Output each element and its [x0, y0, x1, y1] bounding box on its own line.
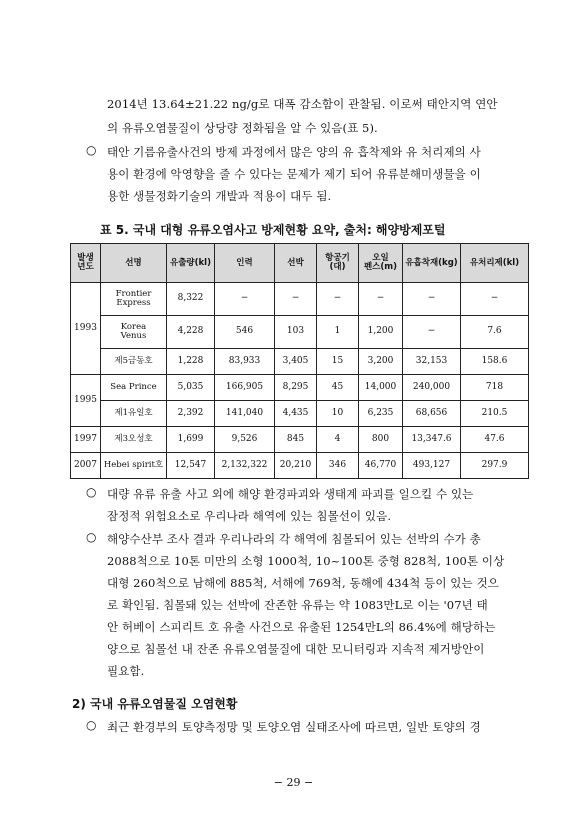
header-crew: 인력: [215, 244, 275, 283]
dispersant-cell: 718: [461, 375, 529, 401]
aircraft-cell: 15: [317, 349, 359, 375]
spill-cell: 5,035: [167, 375, 215, 401]
ship-cell: 제5금동호: [101, 349, 167, 375]
section-heading: 2) 국내 유류오염물질 오염현황: [72, 697, 238, 711]
fence-cell: 14,000: [359, 375, 403, 401]
dispersant-cell: 47.6: [461, 427, 529, 453]
dispersant-cell: 297.9: [461, 453, 529, 479]
vessels-cell: 103: [275, 316, 317, 349]
bullet-line: 안 허베이 스피리트 호 유출 사건으로 유출된 1254만L의 86.4%에 해당하는: [107, 620, 496, 634]
header-aircraft: 항공기(대): [317, 244, 359, 283]
aircraft-cell: 346: [317, 453, 359, 479]
ship-cell: Hebei spirit호: [101, 453, 167, 479]
fence-cell: 46,770: [359, 453, 403, 479]
bullet-line: 해양수산부 조사 결과 우리나라의 각 해역에 침몰되어 있는 선박의 수가 총: [107, 532, 481, 546]
bullet-marker: ○: [86, 143, 97, 157]
crew-cell: 546: [215, 316, 275, 349]
vessels-cell: −: [275, 283, 317, 316]
sorbent-cell: −: [403, 316, 461, 349]
bullet-line: 필요함.: [107, 664, 145, 678]
spill-cell: 1,228: [167, 349, 215, 375]
bullet-line: 대량 유류 유출 사고 외에 해양 환경파괴와 생태계 파괴를 일으킬 수 있는: [107, 487, 474, 501]
table-row: [71, 316, 529, 349]
table-row: [71, 401, 529, 427]
table-row: [71, 453, 529, 479]
crew-cell: 83,933: [215, 349, 275, 375]
page-number: − 29 −: [273, 776, 314, 789]
spill-cell: 8,322: [167, 283, 215, 316]
header-dispersant: 유처리제(kl): [461, 244, 529, 283]
year-cell: 1993: [71, 283, 101, 375]
spill-response-table: [70, 243, 529, 479]
spill-cell: 2,392: [167, 401, 215, 427]
table-caption: 표 5. 국내 대형 유류오염사고 방제현황 요약, 출처: 해양방제포털: [100, 223, 446, 237]
year-cell: 1997: [71, 427, 101, 453]
spill-cell: 4,228: [167, 316, 215, 349]
bullet-line: 대형 260척으로 남해에 885척, 서해에 769척, 동해에 434척 등이 있는 것으: [107, 576, 499, 590]
fence-cell: 6,235: [359, 401, 403, 427]
dispersant-cell: −: [461, 283, 529, 316]
crew-cell: 9,526: [215, 427, 275, 453]
bullet-line: 양으로 침몰선 내 잔존 유류오염물질에 대한 모니터링과 지속적 제거방안이: [107, 642, 485, 656]
bullet-line: 용이 환경에 악영향을 줄 수 있다는 문제가 제기 되어 유류분해미생물을 이: [107, 167, 481, 181]
ship-cell: Frontier Express: [101, 283, 167, 316]
aircraft-cell: 4: [317, 427, 359, 453]
table-row: [71, 349, 529, 375]
sorbent-cell: 13,347.6: [403, 427, 461, 453]
aircraft-cell: 10: [317, 401, 359, 427]
header-year: 발생 년도: [71, 244, 101, 283]
vessels-cell: 3,405: [275, 349, 317, 375]
ship-cell: Korea Venus: [101, 316, 167, 349]
header-fence: 오일 펜스(m): [359, 244, 403, 283]
aircraft-cell: 1: [317, 316, 359, 349]
year-cell: 2007: [71, 453, 101, 479]
crew-cell: −: [215, 283, 275, 316]
aircraft-cell: 45: [317, 375, 359, 401]
spill-cell: 1,699: [167, 427, 215, 453]
paragraph-line: 2014년 13.64±21.22 ng/g로 대폭 감소함이 관찰됨. 이로써 태안지역 연안: [107, 97, 498, 111]
bullet-line: 로 확인됨. 침몰돼 있는 선박에 잔존한 유류는 약 1083만L로 이는 '07년 태: [107, 598, 488, 612]
bullet-line: 용한 생물정화기술의 개발과 적용이 대두 됨.: [107, 189, 332, 203]
ship-cell: 제1유일호: [101, 401, 167, 427]
table-row: [71, 427, 529, 453]
vessels-cell: 845: [275, 427, 317, 453]
bullet-marker: ○: [86, 718, 97, 732]
table-row: [71, 375, 529, 401]
bullet-line: 2088척으로 10톤 미만의 소형 1000척, 10~100톤 중형 828척, 100톤 이상: [107, 554, 505, 568]
vessels-cell: 8,295: [275, 375, 317, 401]
header-ship: 선명: [101, 244, 167, 283]
spill-cell: 12,547: [167, 453, 215, 479]
sorbent-cell: 240,000: [403, 375, 461, 401]
fence-cell: 1,200: [359, 316, 403, 349]
vessels-cell: 4,435: [275, 401, 317, 427]
fence-cell: −: [359, 283, 403, 316]
year-cell: 1995: [71, 375, 101, 427]
bullet-line: 잠정적 위험요소로 우리나라 해역에 있는 침몰선이 있음.: [107, 509, 392, 523]
header-sorbent: 유흡착재(kg): [403, 244, 461, 283]
header-vessels: 선박: [275, 244, 317, 283]
crew-cell: 2,132,322: [215, 453, 275, 479]
bullet-marker: ○: [86, 530, 97, 544]
dispersant-cell: 210.5: [461, 401, 529, 427]
table-row: [71, 283, 529, 316]
bullet-marker: ○: [86, 485, 97, 499]
sorbent-cell: 493,127: [403, 453, 461, 479]
ship-cell: 제3오성호: [101, 427, 167, 453]
dispersant-cell: 7.6: [461, 316, 529, 349]
paragraph-line: 의 유류오염물질이 상당량 정화됨을 알 수 있음(표 5).: [107, 121, 378, 135]
dispersant-cell: 158.6: [461, 349, 529, 375]
aircraft-cell: −: [317, 283, 359, 316]
sorbent-cell: 68,656: [403, 401, 461, 427]
sorbent-cell: −: [403, 283, 461, 316]
table-header-row: [71, 244, 529, 283]
vessels-cell: 20,210: [275, 453, 317, 479]
crew-cell: 141,040: [215, 401, 275, 427]
sorbent-cell: 32,153: [403, 349, 461, 375]
header-spill: 유출량(kl): [167, 244, 215, 283]
bullet-line: 최근 환경부의 토양측정망 및 토양오염 실태조사에 따르면, 일반 토양의 경: [107, 720, 481, 734]
bullet-line: 태안 기름유출사건의 방제 과정에서 많은 양의 유 흡착제와 유 처리제의 사: [107, 145, 481, 159]
fence-cell: 3,200: [359, 349, 403, 375]
fence-cell: 800: [359, 427, 403, 453]
crew-cell: 166,905: [215, 375, 275, 401]
ship-cell: Sea Prince: [101, 375, 167, 401]
